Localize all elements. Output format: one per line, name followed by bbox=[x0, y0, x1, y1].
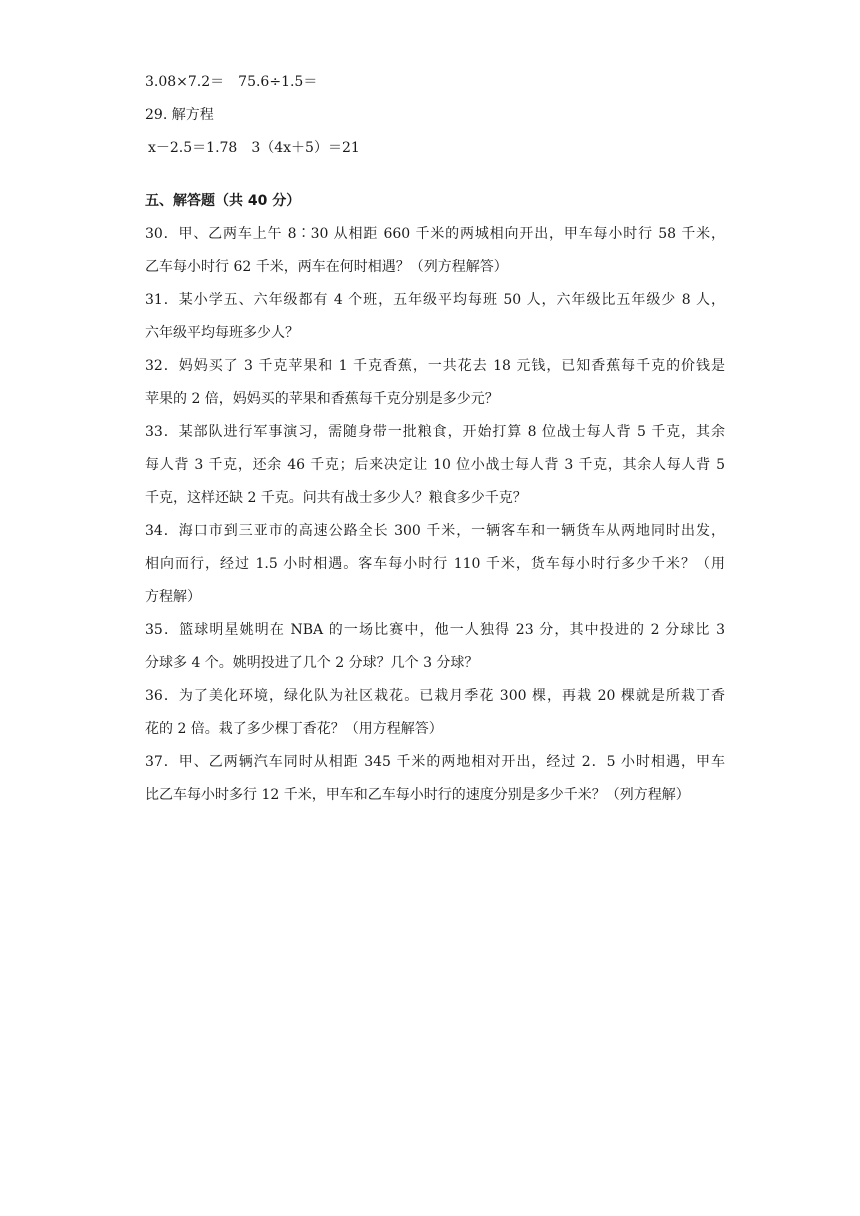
equation-2: 3（4x＋5）＝21 bbox=[251, 140, 360, 156]
calc-expression-2: 75.6÷1.5＝ bbox=[238, 74, 318, 90]
problem-34 bbox=[145, 515, 725, 614]
problem-line: 相向而行，经过 1.5 小时相遇。客车每小时行 110 千米，货车每小时行多少千米？（用 bbox=[145, 556, 725, 572]
problem-line: 35．篮球明星姚明在 NBA 的一场比赛中，他一人独得 23 分，其中投进的 2 分球比 3 bbox=[145, 622, 725, 638]
problem-line: 苹果的 2 倍，妈妈买的苹果和香蕉每千克分别是多少元？ bbox=[145, 391, 499, 407]
document-page bbox=[145, 66, 725, 812]
problem-line: 六年级平均每班多少人？ bbox=[145, 325, 299, 341]
problem-36 bbox=[145, 680, 725, 746]
calc-expression-1: 3.08×7.2＝ bbox=[145, 74, 225, 90]
problem-32 bbox=[145, 350, 725, 416]
question-29-equations bbox=[145, 132, 725, 165]
problem-list bbox=[145, 218, 725, 812]
problem-line: 千克，这样还缺 2 千克。问共有战士多少人？粮食多少千克？ bbox=[145, 490, 527, 506]
problem-31 bbox=[145, 284, 725, 350]
problem-line: 比乙车每小时多行 12 千米，甲车和乙车每小时行的速度分别是多少千米？（列方程解） bbox=[145, 787, 690, 803]
problem-line: 分球多 4 个。姚明投进了几个 2 分球？几个 3 分球？ bbox=[145, 655, 479, 671]
problem-30 bbox=[145, 218, 725, 284]
question-29-title: 29. 解方程 bbox=[145, 107, 214, 123]
problem-33 bbox=[145, 416, 725, 515]
problem-line: 花的 2 倍。栽了多少棵丁香花？（用方程解答） bbox=[145, 721, 443, 737]
problem-37 bbox=[145, 746, 725, 812]
problem-35 bbox=[145, 614, 725, 680]
problem-line: 32．妈妈买了 3 千克苹果和 1 千克香蕉，一共花去 18 元钱，已知香蕉每千克的价钱是 bbox=[145, 358, 725, 374]
problem-line: 乙车每小时行 62 千米，两车在何时相遇？（列方程解答） bbox=[145, 259, 508, 275]
problem-line: 36．为了美化环境，绿化队为社区栽花。已栽月季花 300 棵，再栽 20 棵就是所栽丁香 bbox=[145, 688, 725, 704]
section-5-title: 五、解答题（共 40 分） bbox=[145, 193, 301, 209]
equation-1: x－2.5＝1.78 bbox=[148, 140, 238, 156]
problem-line: 每人背 3 千克，还余 46 千克；后来决定让 10 位小战士每人背 3 千克，其余人每人背 5 bbox=[145, 457, 725, 473]
problem-line: 33．某部队进行军事演习，需随身带一批粮食，开始打算 8 位战士每人背 5 千克，其余 bbox=[145, 424, 725, 440]
problem-line: 31．某小学五、六年级都有 4 个班，五年级平均每班 50 人，六年级比五年级少 8 人， bbox=[145, 292, 725, 308]
problem-line: 30．甲、乙两车上午 8∶30 从相距 660 千米的两城相向开出，甲车每小时行 58 千米， bbox=[145, 226, 725, 242]
calc-line bbox=[145, 66, 725, 99]
problem-line: 方程解） bbox=[145, 589, 201, 605]
problem-line: 34．海口市到三亚市的高速公路全长 300 千米，一辆客车和一辆货车从两地同时出发， bbox=[145, 523, 725, 539]
problem-line: 37．甲、乙两辆汽车同时从相距 345 千米的两地相对开出，经过 2．5 小时相遇，甲车 bbox=[145, 754, 725, 770]
